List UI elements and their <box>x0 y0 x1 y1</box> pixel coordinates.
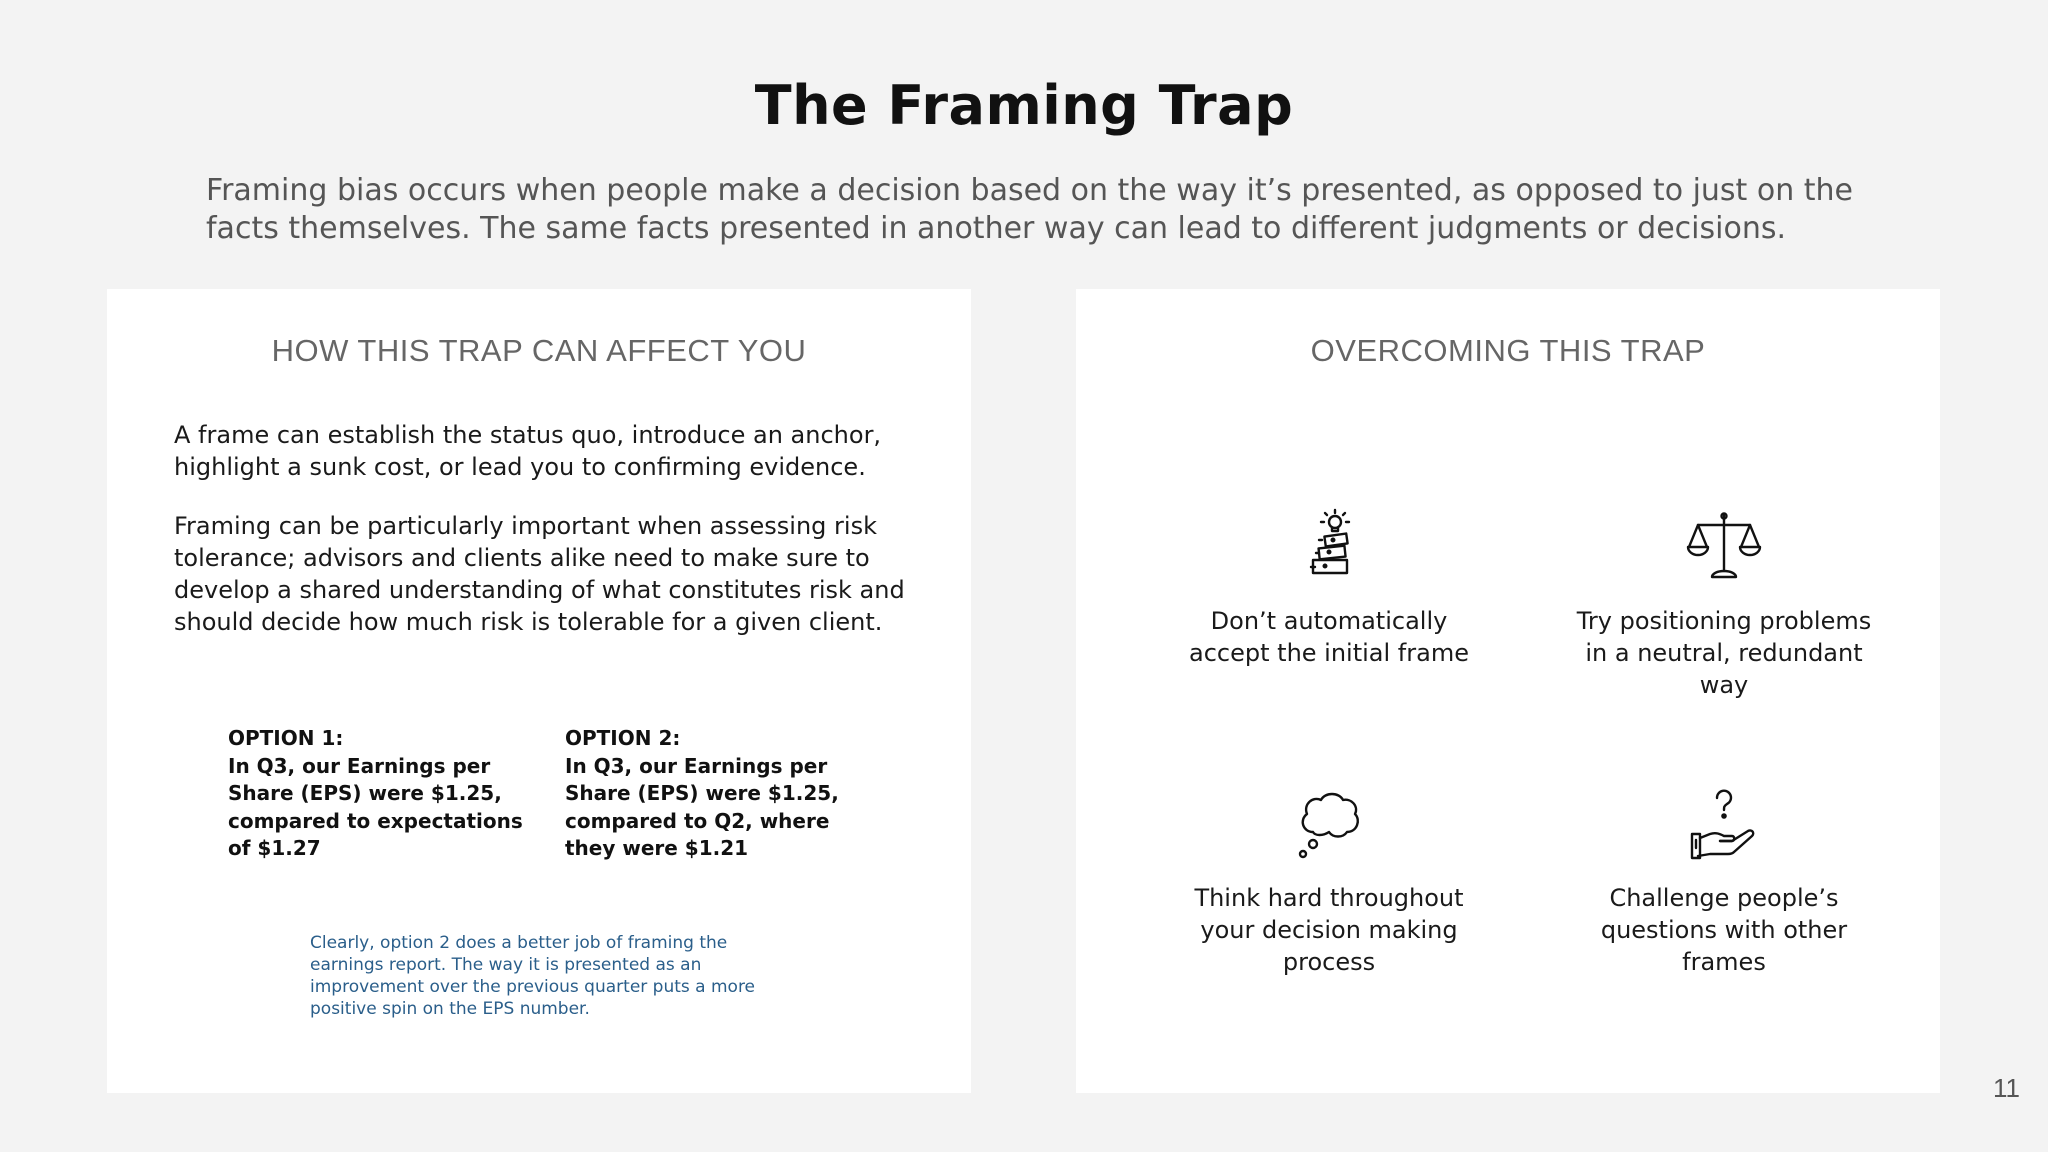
option-2-text: In Q3, our Earnings per Share (EPS) were $1.25, compared to Q2, where they were $1.21 <box>565 753 839 860</box>
slide-title: The Framing Trap <box>754 74 1294 137</box>
affect-panel <box>107 289 971 1093</box>
tip-think-hard <box>1169 784 1489 978</box>
hand-question-icon <box>1684 784 1764 864</box>
tip-think-hard-text: Think hard throughout your decision making process <box>1194 884 1464 976</box>
option-1-label: OPTION 1: <box>228 726 344 750</box>
slide-subtitle: Framing bias occurs when people make a decision based on the way it’s presented, as opposed to just on the facts themselves. The same facts presented in another way can lead to different judgments or decisions. <box>206 173 1853 246</box>
tip-neutral-positioning <box>1564 507 1884 701</box>
affect-paragraph-1: A frame can establish the status quo, introduce an anchor, highlight a sunk cost, or lead you to confirming evidence. <box>174 421 882 481</box>
page-number: 11 <box>1993 1073 2020 1103</box>
tip-neutral-positioning-text: Try positioning problems in a neutral, redundant way <box>1576 607 1872 699</box>
option-1 <box>228 725 528 863</box>
affect-panel-heading: HOW THIS TRAP CAN AFFECT YOU <box>271 333 807 368</box>
tip-accept-frame-text: Don’t automatically accept the initial frame <box>1189 607 1469 667</box>
tip-challenge-questions-text: Challenge people’s questions with other frames <box>1600 884 1848 976</box>
affect-paragraph-2: Framing can be particularly important when assessing risk tolerance; advisors and clients alike need to make sure to develop a shared understanding of what constitutes risk and should decide how much risk is tolerable for a given client. <box>174 512 905 636</box>
option-2-label: OPTION 2: <box>565 726 681 750</box>
tip-challenge-questions <box>1564 784 1884 978</box>
overcome-panel <box>1076 289 1940 1093</box>
overcome-panel-heading: OVERCOMING THIS TRAP <box>1310 333 1706 368</box>
option-1-text: In Q3, our Earnings per Share (EPS) were $1.25, compared to expectations of $1.27 <box>228 753 523 860</box>
framing-note: Clearly, option 2 does a better job of framing the earnings report. The way it is presented as an improvement over the previous quarter puts a more positive spin on the EPS number. <box>310 933 756 1019</box>
idea-steps-icon <box>1289 507 1369 587</box>
balance-scale-icon <box>1684 507 1764 587</box>
option-2 <box>565 725 865 863</box>
tip-accept-frame <box>1169 507 1489 669</box>
thought-bubble-icon <box>1289 784 1369 864</box>
